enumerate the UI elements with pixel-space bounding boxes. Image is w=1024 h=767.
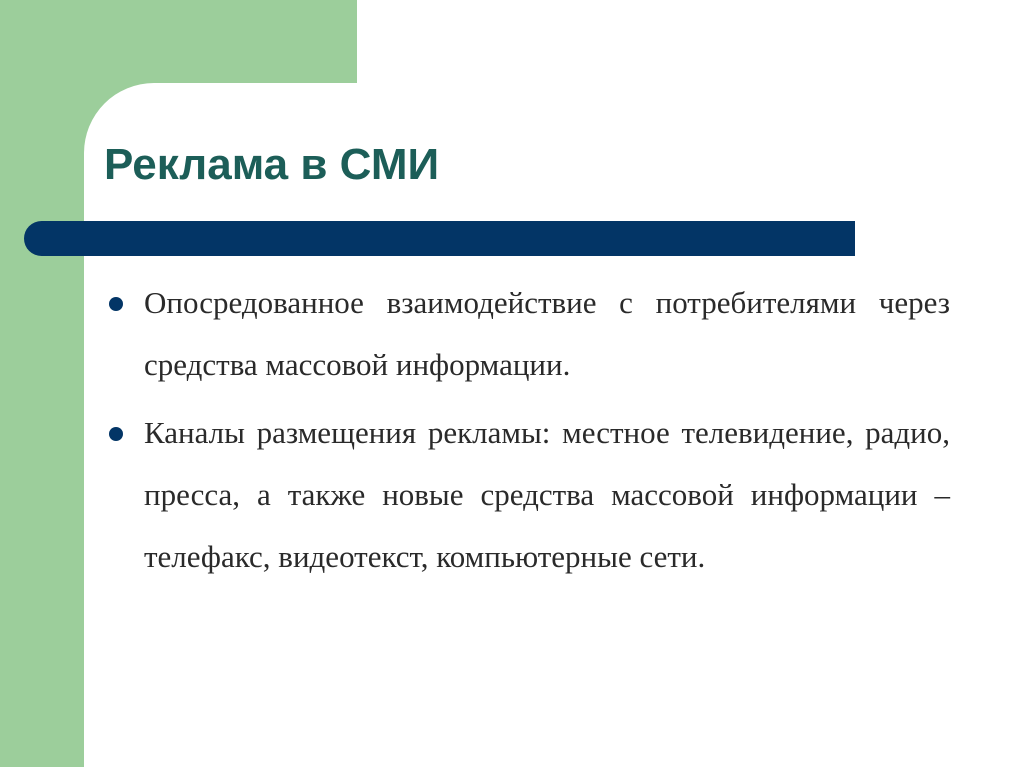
title-underline-bar <box>24 221 855 256</box>
bullet-list <box>104 272 950 594</box>
bullet-item <box>104 272 950 396</box>
bullet-text: Каналы размещения рекламы: местное телевидение, радио, пресса, а также новые средства массовой информации – телефакс, видеотекст, компьютерные сети. <box>144 415 950 574</box>
bullet-dot-icon <box>109 297 123 311</box>
slide-title: Реклама в СМИ <box>104 140 440 189</box>
bullet-item <box>104 402 950 588</box>
bullet-dot-icon <box>109 427 123 441</box>
bullet-text: Опосредованное взаимодействие с потребителями через средства массовой информации. <box>144 285 950 382</box>
